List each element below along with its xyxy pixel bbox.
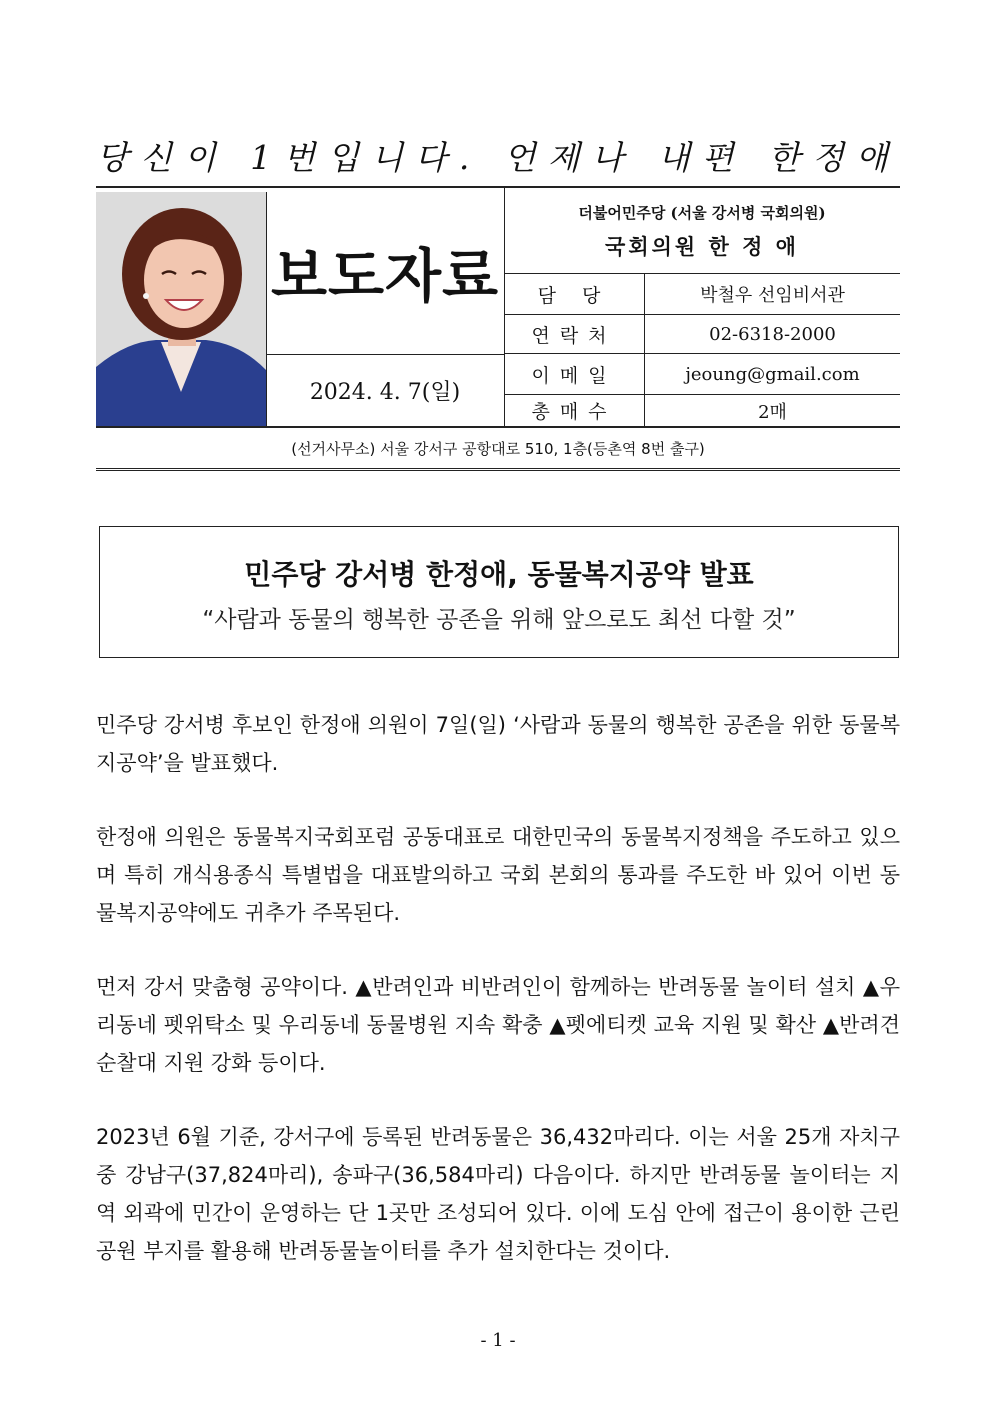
office-address: (선거사무소) 서울 강서구 공항대로 510, 1층(등촌역 8번 출구) <box>96 427 900 471</box>
info-key: 이메일 <box>504 354 645 394</box>
info-key: 총매수 <box>504 395 645 426</box>
info-row-phone <box>504 315 900 354</box>
info-row-email <box>504 354 900 395</box>
info-value: 박철우 선임비서관 <box>700 285 845 306</box>
body-paragraph-1: 민주당 강서병 후보인 한정애 의원이 7일(일) ‘사람과 동물의 행복한 공존을 위한 동물복지공약’을 발표했다. <box>96 713 900 775</box>
headline-box <box>99 526 899 658</box>
info-row-pages <box>504 395 900 426</box>
info-row-contact-person <box>504 274 900 315</box>
party-cell <box>504 188 900 274</box>
page-number: - 1 - <box>480 1330 516 1351</box>
body-paragraph-3: 먼저 강서 맞춤형 공약이다. ▲반려인과 비반려인이 함께하는 반려동물 놀이터 설치 ▲우리동네 펫위탁소 및 우리동네 동물병원 지속 확충 ▲펫에티켓 교육 지원 및 확산 ▲반려견 순찰대 지원 강화 등이다. <box>96 975 900 1075</box>
headline-subtitle: “사람과 동물의 행복한 공존을 위해 앞으로도 최선 다할 것” <box>202 607 796 633</box>
slogan: 당신이 1번입니다. 언제나 내편 한정애 <box>96 138 900 177</box>
member-name: 국회의원 한 정 애 <box>605 234 799 259</box>
candidate-photo <box>96 192 267 426</box>
press-header <box>96 186 900 427</box>
info-value: 2매 <box>758 401 787 423</box>
info-key: 담 당 <box>504 274 645 314</box>
doc-type-cell <box>266 188 505 355</box>
body-paragraph-2: 한정애 의원은 동물복지국회포럼 공동대표로 대한민국의 동물복지정책을 주도하고 있으며 특히 개식용종식 특별법을 대표발의하고 국회 본회의 통과를 주도한 바 있어 이번 동물복지공약에도 귀추가 주목된다. <box>96 825 900 925</box>
info-key: 연락처 <box>504 315 645 353</box>
doc-type: 보도자료 <box>270 242 500 310</box>
info-value: 02-6318-2000 <box>709 323 836 345</box>
portrait-image <box>96 192 266 426</box>
body-paragraph-4: 2023년 6월 기준, 강서구에 등록된 반려동물은 36,432마리다. 이는 서울 25개 자치구 중 강남구(37,824마리), 송파구(36,584마리) 다음이다. 하지만 반려동물 놀이터는 지역 외곽에 민간이 운영하는 단 1곳만 조성되어 있다. 이에 도심 안에 접근이 용이한 근린공원 부지를 활용해 반려동물놀이터를 추가 설치한다는 것이다. <box>96 1125 900 1263</box>
release-date: 2024. 4. 7(일) <box>266 354 505 426</box>
headline-title: 민주당 강서병 한정애, 동물복지공약 발표 <box>244 558 754 591</box>
party-name: 더불어민주당 (서울 강서병 국회의원) <box>578 204 826 222</box>
info-value: jeoung@gmail.com <box>685 363 860 385</box>
